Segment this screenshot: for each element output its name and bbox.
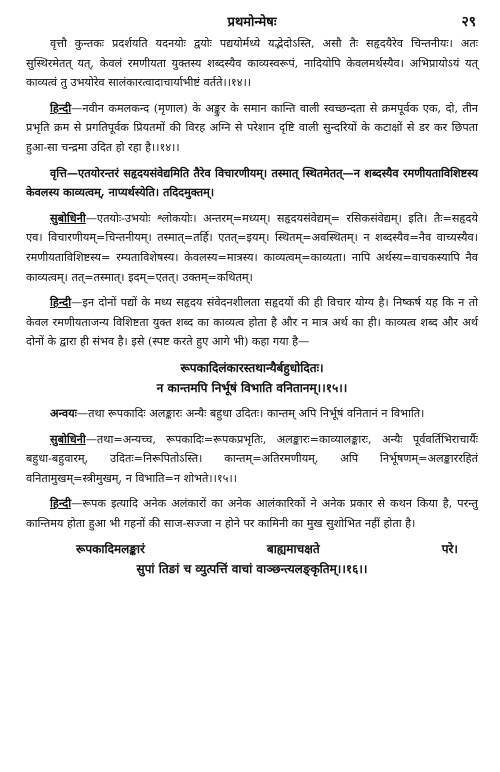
verse-part: परे। <box>441 542 458 557</box>
hindi-label: हिन्दी <box>50 295 72 310</box>
subodhini-label: सुबोधिनी <box>50 210 86 225</box>
vritti-intro-paragraph: वृत्तौ कुन्तकः प्रदर्शयति यदनयोः द्वयोः पद्ययोर्मध्ये यद्भेदोऽस्ति, असौ तैः सहृदयैरेव चिन्तनीयः। अतः सुस्थिरमेतत् यत्, केवलं रमणीयता युक्तस्य शब्दस्यैव काव्यस्वरूपं, नादियोपि केवलमर्थस्यैव। अभिप्रायोऽयं यत् काव्यत्वं तु उभयोरेव सालंकारत्वादाचार्याभीष्टं वर्तते।।१४।। <box>26 37 478 90</box>
hindi-paragraph-3 <box>26 494 478 533</box>
verse-part: रूपकादिमलङ्कारं <box>76 542 145 557</box>
subodhini-text: —तथा=अन्यच्च, रूपकादिः=रूपकप्रभृतिः, अलङ्कारः=काव्यालङ्कारः, अन्यैः पूर्ववर्तिभिराचार्यैः बहुधा-बहुवारम्, उदितः=निरूपितोऽस्ति। कान्तम्=अतिरमणीयम्, अपि निर्भूषणम्=अलङ्काररहितं वनितामुखम्=स्त्रीमुखम्, न विभाति=न शोभते।।१५।। <box>26 432 478 485</box>
hindi-text: —इन दोनों पद्यों के मध्य सहृदय संवेदनशीलता सहृदयों की ही विचार योग्य है। निष्कर्ष यह कि न तो केवल रमणीयताजन्य विशिष्टता युक्त शब्द का काव्यत्व होता है और न मात्र अर्थ का ही। काव्यत्व शब्द और अर्थ दोनों के द्वारा ही संभव है। इसे (स्पष्ट करते हुए आगे भी) कहा गया है— <box>26 296 478 349</box>
hindi-paragraph-2 <box>26 293 478 352</box>
verse-line: न कान्तमपि निर्भूषं विभाति वनितानम्।।१५।। <box>156 380 348 395</box>
page-number: २९ <box>461 14 476 30</box>
verse-16 <box>26 539 478 579</box>
hindi-text: —नवीन कमलकन्द (मृणाल) के अङ्कुर के समान कान्ति वाली स्वच्छन्दता से क्रमपूर्वक एक, दो, तीन प्रभृति क्रम से प्रगतिपूर्वक प्रियतमों की विरह अग्नि से परेशान दृष्टि वाली सुन्दरियों के कटाक्षों से डर कर छिपता हुआ-सा चन्द्रमा उदित हो रहा है।।१४।। <box>26 101 478 154</box>
subodhini-paragraph-1 <box>26 209 478 287</box>
verse-15 <box>26 358 478 398</box>
subodhini-label: सुबोधिनी <box>50 431 86 446</box>
hindi-text: —रूपक इत्यादि अनेक अलंकारों का अनेक आलंकारिकों ने अनेक प्रकार से कथन किया है, परन्तु कान्तिमय होता हुआ भी गहनों की साज-सज्जा न होने पर कामिनी का मुख सुशोभित नहीं होता है। <box>26 497 478 530</box>
subodhini-text: —एतयोः-उभयोः श्लोकयोः। अन्तरम्=मध्यम्। सहृदयसंवेद्यम्= रसिकसंवेद्यम्। इति। तैः=सहृदये एव। विचारणीयम्=चिन्तनीयम्। तस्मात्=तर्हि। एतत्=इयम्। स्थितम्=अवस्थितम्। न शब्दस्यैव=नैव वाच्यस्यैव। रमणीयताविशिष्टस्य= रम्यताविशेषस्य। केवलस्य=मात्रस्य। काव्यत्वम्=काव्यता। नापि अर्थस्य=वाचकस्यापि नैव काव्यत्वम्। तत्=तस्मात्। इदम्=एतत्। उक्तम्=कथितम्। <box>26 211 478 284</box>
vritti-label: वृत्ति <box>50 165 67 180</box>
verse-line <box>26 539 478 559</box>
vritti-paragraph <box>26 164 478 203</box>
hindi-label: हिन्दी <box>50 100 72 115</box>
vritti-text: —एतयोरन्तरं सहृदयसंवेद्यमिति तैरेव विचारणीयम्। तस्मात् स्थितमेतत्—न शब्दस्यैव रमणीयताविशिष्टस्य केवलस्य काव्यत्वम्, नाप्यर्थस्येति। तदिदमुक्तम्। <box>26 165 478 200</box>
subodhini-paragraph-2 <box>26 430 478 489</box>
page-header <box>26 12 478 34</box>
page-title: प्रथमोन्मेषः <box>227 15 277 30</box>
anvaya-text: —तथा रूपकादिः अलङ्कारः अन्यैः बहुधा उदितः। कान्तम् अपि निर्भूषं वनितानं न विभाति। <box>76 406 425 420</box>
hindi-paragraph-1 <box>26 99 478 158</box>
anvaya-label: अन्वयः <box>50 405 77 420</box>
verse-line: रूपकादिलंकारस्तथान्यैर्बहुधोदितः। <box>180 360 324 375</box>
hindi-label: हिन्दी <box>50 496 72 511</box>
page <box>26 12 478 579</box>
verse-line: सुपां तिङां च व्युत्पत्तिं वाचां वाञ्छन्त्यलङ्कृतिम्।।१६।। <box>136 562 368 577</box>
verse-part: बाह्यमाचक्षते <box>266 542 320 557</box>
anvaya-paragraph <box>26 404 478 424</box>
